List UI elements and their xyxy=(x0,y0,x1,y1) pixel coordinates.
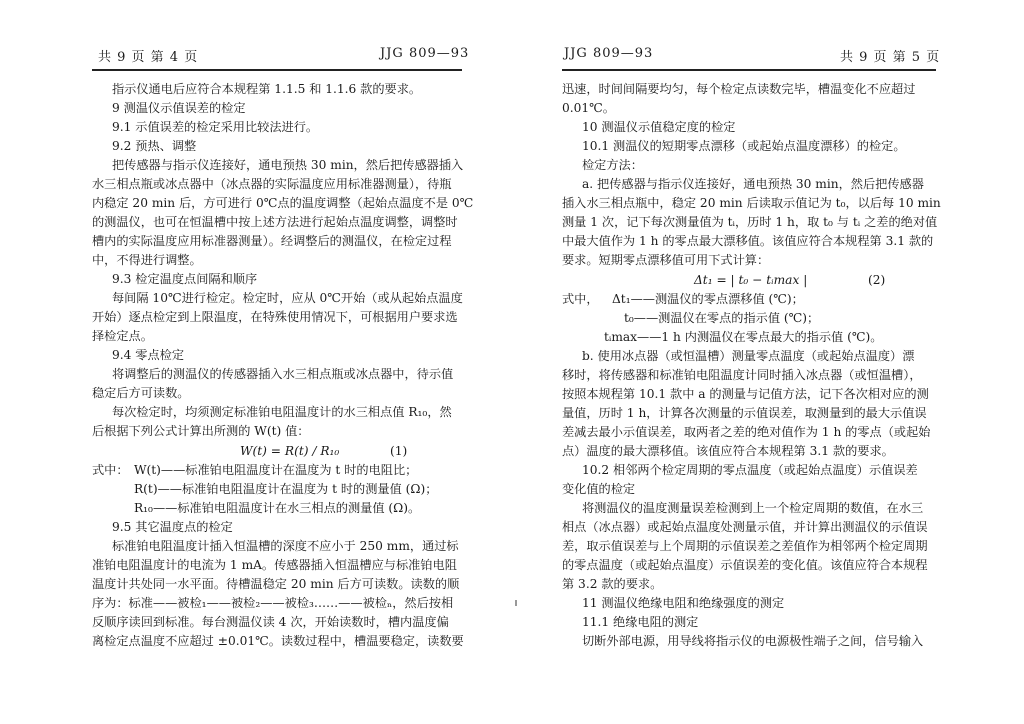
text-line: 按照本规程第 10.1 款中 a 的测量与记值方法，记下各次相对应的测 xyxy=(562,387,929,401)
right-page-number: 共 9 页 第 5 页 xyxy=(840,50,941,65)
text-line: 相点（冰点器）或起始点温度处测量示值，并计算出测温仪的示值误 xyxy=(562,520,928,534)
section-heading: 11 测温仪绝缘电阻和绝缘强度的测定 xyxy=(582,596,785,610)
text-line: 将测温仪的温度测量误差检测到上一个检定周期的数值，在水三 xyxy=(582,501,924,515)
text-line: 水三相点瓶或冰点器中（冰点器的实际温度应用标准器测量），待瓶 xyxy=(92,177,452,191)
definition-line: R₁₀——标准铂电阻温度计在水三相点的测量值 (Ω)。 xyxy=(134,501,421,515)
section-heading: 9 测温仪示值误差的检定 xyxy=(112,101,246,115)
where-label: 式中： xyxy=(92,463,129,477)
text-line: 测量 1 次，记下每次测量值为 tᵢ，历时 1 h，取 t₀ 与 tᵢ 之差的绝对值 xyxy=(562,215,938,229)
subsection-heading: 变化值的检定 xyxy=(562,482,636,496)
formula-2: Δt₁ = | t₀ − tᵢmax | xyxy=(694,273,808,287)
right-header-rule xyxy=(562,69,936,71)
subsection-heading: 9.5 其它温度点的检定 xyxy=(112,520,233,534)
section-heading: 10 测温仪示值稳定度的检定 xyxy=(582,120,736,134)
text-line: 把传感器与指示仪连接好，通电预热 30 min，然后把传感器插入 xyxy=(112,158,464,172)
text-line: 差，取示值误差与上个周期的示值误差之差值作为相邻两个检定周期 xyxy=(562,539,928,553)
text-line: 差减去最小示值误差，取两者之差的绝对值作为 1 h 的零点（或起始 xyxy=(562,425,931,439)
text-line: 标准铂电阻温度计插入恒温槽的深度不应小于 250 mm，通过标 xyxy=(112,539,459,553)
text-line: 每间隔 10℃进行检定。检定时，应从 0℃开始（或从起始点温度 xyxy=(112,291,463,305)
definition-line: t₀——测温仪在零点的指示值 (℃)； xyxy=(624,311,820,325)
right-standard-code: JJG 809—93 xyxy=(564,46,654,61)
text-line: 点）温度的最大漂移值。该值应符合本规程第 3.1 款的要求。 xyxy=(562,444,894,458)
text-line: 指示仪通电后应符合本规程第 1.1.5 和 1.1.6 款的要求。 xyxy=(112,82,422,96)
definition-line: R(t)——标准铂电阻温度计在温度为 t 时的测量值 (Ω)； xyxy=(134,482,438,496)
text-line: 择检定点。 xyxy=(92,329,153,343)
text-line: 0.01℃。 xyxy=(562,101,615,115)
subsection-heading: 9.3 检定温度点间隔和顺序 xyxy=(112,272,258,286)
text-line: a. 把传感器与指示仪连接好，通电预热 30 min，然后把传感器 xyxy=(582,177,924,191)
subsection-heading: 9.4 零点检定 xyxy=(112,348,185,362)
text-line: b. 使用冰点器（或恒温槽）测量零点温度（或起始点温度）漂 xyxy=(582,349,915,363)
text-line: 准铂电阻温度计的电流为 1 mA。传感器插入恒温槽应与标准铂电阻 xyxy=(92,558,457,572)
definition-line: W(t)——标准铂电阻温度计在温度为 t 时的电阻比； xyxy=(134,463,418,477)
text-line: 迅速，时间间隔要均匀，每个检定点读数完毕，槽温变化不应超过 xyxy=(562,82,916,96)
text-line: 离检定点温度不应超过 ±0.01℃。读数过程中，槽温要稳定，读数要 xyxy=(92,634,464,648)
text-line: 开始）逐点检定到上限温度，在特殊使用情况下，可根据用户要求选 xyxy=(92,310,458,324)
right-page xyxy=(512,0,1024,724)
scan-speck xyxy=(515,600,517,606)
definition-line: Δt₁——测温仪的零点漂移值 (℃)； xyxy=(612,292,804,306)
text-line: 插入水三相点瓶中，稳定 20 min 后读取示值记为 t₀，以后每 10 min xyxy=(562,196,941,210)
text-line: 中，不得进行调整。 xyxy=(92,253,202,267)
text-line: 中最大值作为 1 h 的零点最大漂移值。该值应符合本规程第 3.1 款的 xyxy=(562,234,934,248)
definition-line: tᵢmax——1 h 内测温仪在零点最大的指示值 (℃)。 xyxy=(604,330,883,344)
subsection-heading: 10.1 测温仪的短期零点漂移（或起始点温度漂移）的检定。 xyxy=(582,139,906,153)
text-line: 反顺序读回到标准。每台测温仪读 4 次，开始读数时，槽内温度偏 xyxy=(92,615,449,629)
left-page-number: 共 9 页 第 4 页 xyxy=(98,50,199,65)
text-line: 槽内的实际温度应用标准器测量）。经调整后的测温仪，在检定过程 xyxy=(92,234,452,248)
text-line: 的测温仪，也可在恒温槽中按上述方法进行起始点温度调整，调整时 xyxy=(92,215,458,229)
text-line: 第 3.2 款的要求。 xyxy=(562,577,663,591)
text-line: 稳定后方可读数。 xyxy=(92,386,190,400)
text-line: 内稳定 20 min 后，方可进行 0℃点的温度调整（起始点温度不是 0℃ xyxy=(92,196,474,210)
formula-2-number: (2) xyxy=(868,273,886,287)
text-line: 的零点温度（或起始点温度）示值误差的变化值。该值应符合本规程 xyxy=(562,558,928,572)
formula-1: W(t) = R(t) / R₁₀ xyxy=(240,444,340,458)
formula-1-number: (1) xyxy=(390,444,408,458)
text-line: 要求。短期零点漂移值可用下式计算： xyxy=(562,253,770,267)
left-header-rule xyxy=(92,69,462,71)
where-label: 式中， xyxy=(562,292,599,306)
text-line: 后根据下列公式计算出所测的 W(t) 值： xyxy=(92,424,310,438)
subsection-heading: 10.2 相邻两个检定周期的零点温度（或起始点温度）示值误差 xyxy=(582,463,918,477)
subsection-heading: 9.2 预热、调整 xyxy=(112,139,197,153)
text-line: 切断外部电源，用导线将指示仪的电源极性端子之间，信号输入 xyxy=(582,634,924,648)
text-line: 将调整后的测温仪的传感器插入水三相点瓶或冰点器中，待示值 xyxy=(112,367,454,381)
text-line: 序为：标准——被检₁——被检₂——被检₃……——被检ₙ，然后按相 xyxy=(92,596,454,610)
subsection-heading: 9.1 示值误差的检定采用比较法进行。 xyxy=(112,120,319,134)
text-line: 温度计共处同一水平面。待槽温稳定 20 min 后方可读数。读数的顺 xyxy=(92,577,460,591)
text-line: 检定方法： xyxy=(582,158,643,172)
subsection-heading: 11.1 绝缘电阻的测定 xyxy=(582,615,699,629)
text-line: 量值，历时 1 h，计算各次测量的示值误差，取测量到的最大示值误 xyxy=(562,406,927,420)
text-line: 移时，将传感器和标准铂电阻温度计同时插入冰点器（或恒温槽）， xyxy=(562,368,922,382)
left-standard-code: JJG 809—93 xyxy=(380,46,470,61)
text-line: 每次检定时，均须测定标准铂电阻温度计的水三相点值 R₁₀，然 xyxy=(112,405,452,419)
